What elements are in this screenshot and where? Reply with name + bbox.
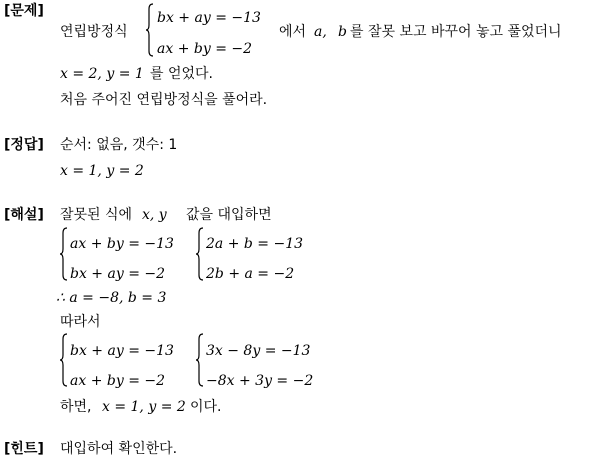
solution-so: 따라서 xyxy=(60,314,101,330)
solution-system2-eq1: 2a + b = −13 xyxy=(206,236,304,252)
problem-system-eq1: bx + ay = −13 xyxy=(157,10,261,26)
problem-after-system: 에서 xyxy=(279,24,307,40)
solution-therefore: ∴ a = −8, b = 3 xyxy=(56,290,167,306)
solution-final-math: x = 1, y = 2 xyxy=(102,399,186,415)
solution-final-prefix: 하면, xyxy=(60,399,92,415)
problem-question: 처음 주어진 연립방정식을 풀어라. xyxy=(60,92,268,108)
problem-system-eq2: ax + by = −2 xyxy=(157,41,253,57)
problem-label: [문제] xyxy=(4,3,44,19)
problem-intro: 연립방정식 xyxy=(60,24,128,40)
solution-intro-vars: x, y xyxy=(142,207,167,223)
problem-system-brace xyxy=(146,3,154,57)
problem-var-a: a, xyxy=(314,24,327,40)
answer-summary: 순서: 없음, 갯수: 1 xyxy=(60,137,178,153)
problem-result-math: x = 2, y = 1 xyxy=(60,66,144,82)
hint-text: 대입하여 확인한다. xyxy=(60,441,178,457)
solution-system4-eq1: 3x − 8y = −13 xyxy=(206,343,311,359)
solution-system2-brace xyxy=(196,227,204,281)
solution-system1-eq1: ax + by = −13 xyxy=(70,236,174,252)
answer-value: x = 1, y = 2 xyxy=(60,163,144,179)
solution-system4-brace xyxy=(196,333,204,387)
solution-system4-eq2: −8x + 3y = −2 xyxy=(206,373,314,389)
solution-system2-eq2: 2b + a = −2 xyxy=(206,266,295,282)
solution-system3-brace xyxy=(60,333,68,387)
solution-final-suffix: 이다. xyxy=(190,399,222,415)
solution-system1-brace xyxy=(60,227,68,281)
solution-intro-suffix: 값을 대입하면 xyxy=(186,207,272,223)
answer-label: [정답] xyxy=(4,137,44,153)
problem-mistake-text: 를 잘못 보고 바꾸어 놓고 풀었더니 xyxy=(350,24,562,40)
solution-system3-eq2: ax + by = −2 xyxy=(70,373,166,389)
solution-system1-eq2: bx + ay = −2 xyxy=(70,266,166,282)
problem-result-text: 를 얻었다. xyxy=(150,66,213,82)
problem-var-b: b xyxy=(338,24,347,40)
hint-label: [힌트] xyxy=(4,441,44,457)
solution-label: [해설] xyxy=(4,207,44,223)
solution-intro-prefix: 잘못된 식에 xyxy=(60,207,133,223)
solution-system3-eq1: bx + ay = −13 xyxy=(70,343,174,359)
